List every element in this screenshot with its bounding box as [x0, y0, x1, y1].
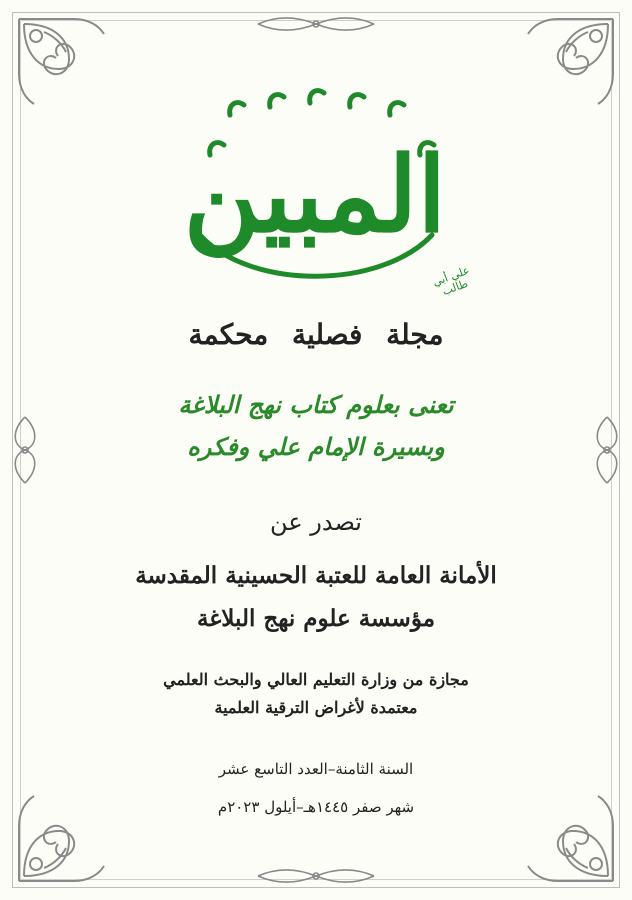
- issued-by-label: تصدر عن: [270, 508, 362, 536]
- side-ornament-right: [592, 415, 622, 485]
- journal-title: المبين: [183, 133, 447, 256]
- journal-subtitle: مجلة فصلية محكمة: [188, 318, 444, 351]
- description-line-1: تعنى بعلوم كتاب نهج البلاغة: [178, 390, 454, 419]
- calligraphy-seal: علي أبي طالب: [430, 263, 472, 299]
- approval-line-2: معتمدة لأغراض الترقية العلمية: [214, 698, 418, 717]
- side-ornament-left: [10, 415, 40, 485]
- bottom-edge-ornament: [256, 866, 376, 886]
- organization-line-1: الأمانة العامة للعتبة الحسينية المقدسة: [135, 562, 497, 589]
- issue-year-number: السنة الثامنة–العدد التاسع عشر: [218, 760, 414, 778]
- description-line-2: وبسيرة الإمام علي وفكره: [187, 432, 445, 461]
- cover-content: [60, 60, 572, 840]
- top-edge-ornament: [256, 14, 376, 34]
- journal-logo: [170, 85, 472, 305]
- approval-line-1: مجازة من وزارة التعليم العالي والبحث العلمي: [163, 670, 469, 689]
- issue-date: شهر صفر ١٤٤٥هـ–أيلول ٢٠٢٣م: [217, 798, 415, 816]
- organization-line-2: مؤسسة علوم نهج البلاغة: [196, 605, 436, 632]
